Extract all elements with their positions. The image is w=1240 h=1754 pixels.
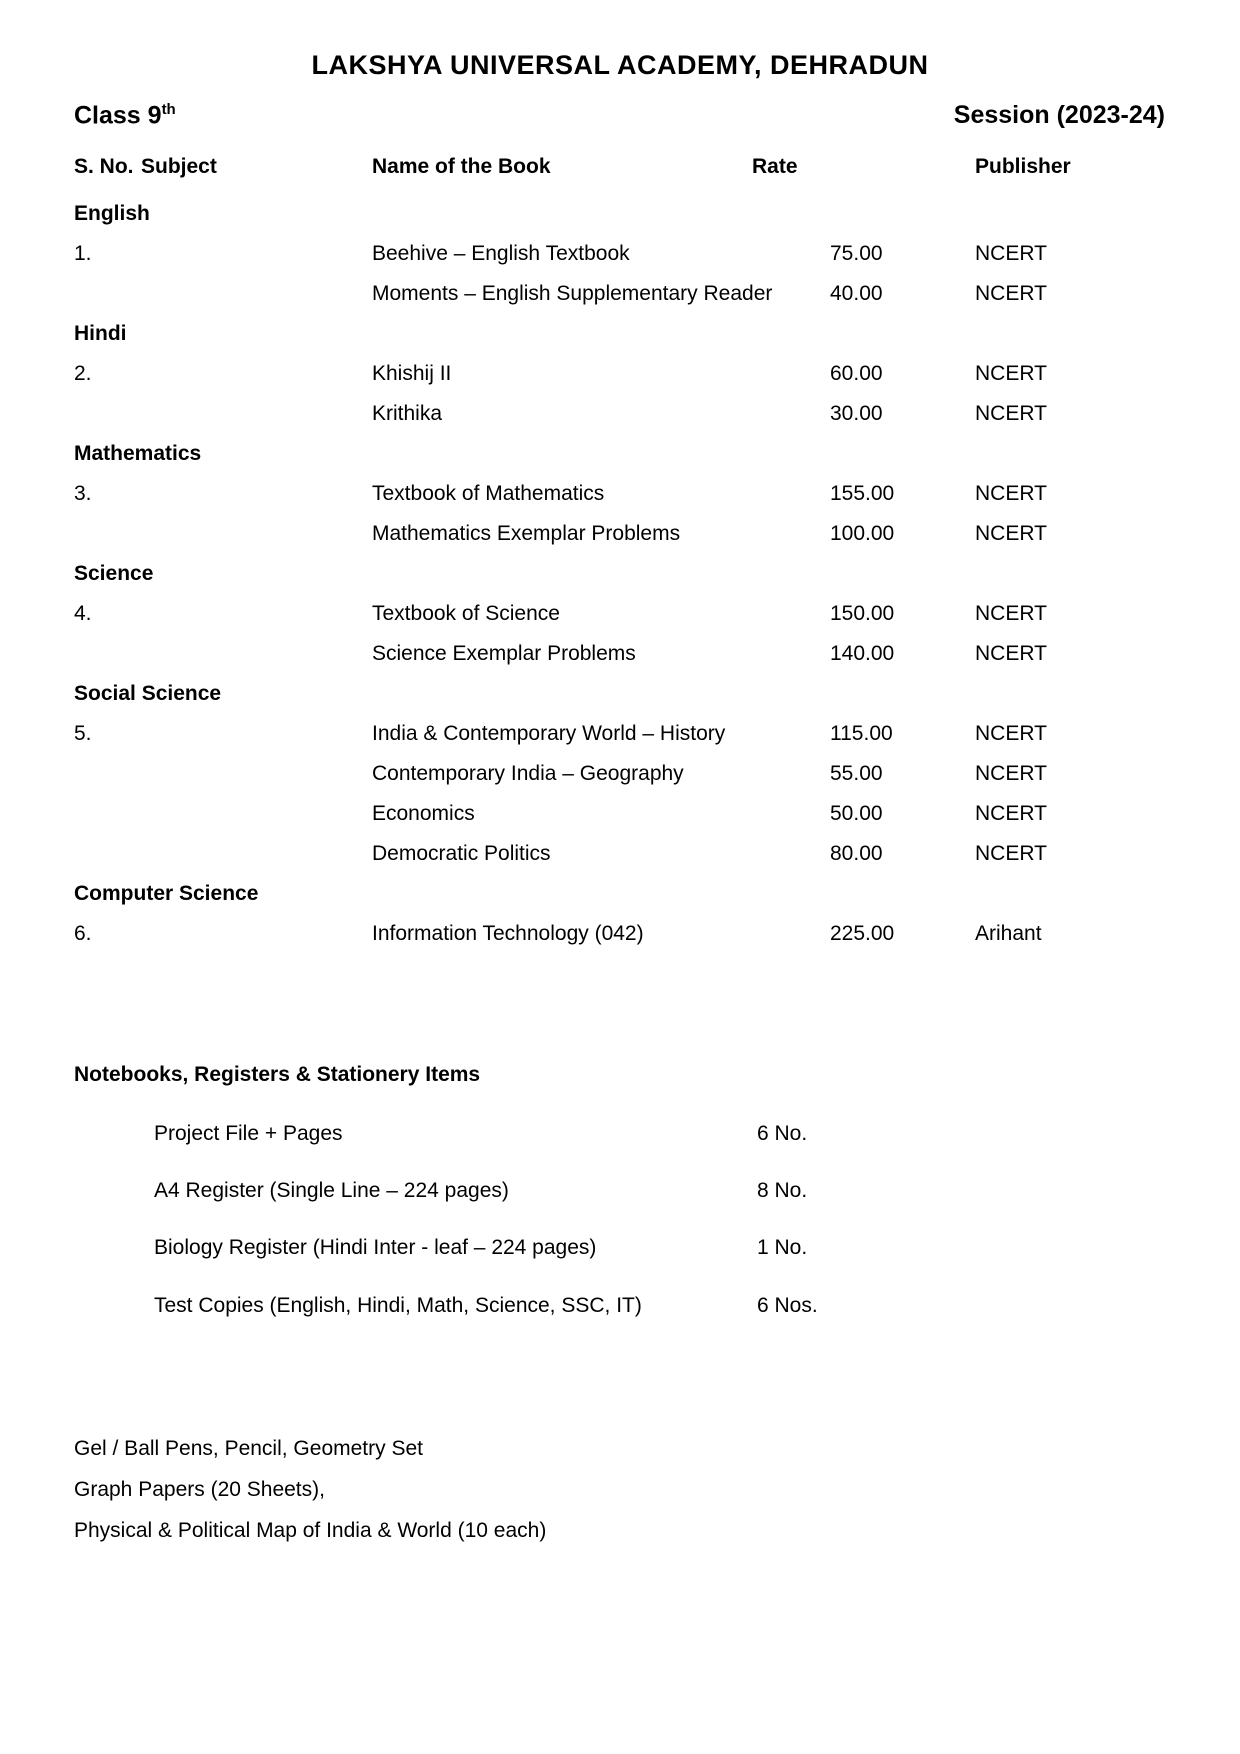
sno-cell: 1. xyxy=(74,242,92,265)
rate-cell: 50.00 xyxy=(830,802,883,825)
publisher-cell: Arihant xyxy=(975,922,1042,945)
subject-label: Computer Science xyxy=(74,882,259,905)
rate-cell: 75.00 xyxy=(830,242,883,265)
publisher-cell: NCERT xyxy=(975,642,1047,665)
table-row xyxy=(74,362,1200,388)
book-cell: Economics xyxy=(372,802,475,825)
book-cell: Moments – English Supplementary Reader xyxy=(372,282,773,305)
sno-cell: 3. xyxy=(74,482,92,505)
book-cell: Textbook of Mathematics xyxy=(372,482,605,505)
class-text: Class 9 xyxy=(74,101,162,130)
book-cell: Information Technology (042) xyxy=(372,922,644,945)
table-row xyxy=(74,922,1200,948)
publisher-cell: NCERT xyxy=(975,602,1047,625)
rate-cell: 100.00 xyxy=(830,522,895,545)
book-cell: Democratic Politics xyxy=(372,842,551,865)
stationery-item-name: Biology Register (Hindi Inter - leaf – 224 pages) xyxy=(154,1236,597,1259)
page-title: LAKSHYA UNIVERSAL ACADEMY, DEHRADUN xyxy=(311,50,929,80)
table-row xyxy=(74,282,1200,308)
subject-label: Hindi xyxy=(74,322,127,345)
table-row xyxy=(74,802,1200,828)
book-cell: Beehive – English Textbook xyxy=(372,242,630,265)
stationery-item xyxy=(74,1122,1200,1148)
stationery-item-qty: 6 No. xyxy=(757,1122,808,1145)
class-superscript: th xyxy=(161,101,176,118)
publisher-cell: NCERT xyxy=(975,762,1047,785)
stationery-section-heading: Notebooks, Registers & Stationery Items xyxy=(74,1063,481,1086)
rate-cell: 115.00 xyxy=(830,722,893,745)
stationery-item-name: Test Copies (English, Hindi, Math, Science, SSC, IT) xyxy=(154,1294,642,1317)
rate-cell: 30.00 xyxy=(830,402,883,425)
table-row xyxy=(74,602,1200,628)
book-cell: India & Contemporary World – History xyxy=(372,722,726,745)
rate-cell: 150.00 xyxy=(830,602,895,625)
table-row xyxy=(74,762,1200,788)
table-row xyxy=(74,642,1200,668)
publisher-cell: NCERT xyxy=(975,402,1047,425)
subject-row xyxy=(74,322,1200,348)
book-cell: Contemporary India – Geography xyxy=(372,762,684,785)
publisher-cell: NCERT xyxy=(975,242,1047,265)
subject-label: Science xyxy=(74,562,154,585)
book-cell: Textbook of Science xyxy=(372,602,560,625)
publisher-cell: NCERT xyxy=(975,802,1047,825)
subject-row xyxy=(74,202,1200,228)
rate-cell: 140.00 xyxy=(830,642,895,665)
sno-cell: 6. xyxy=(74,922,92,945)
table-row xyxy=(74,482,1200,508)
table-row xyxy=(74,242,1200,268)
publisher-cell: NCERT xyxy=(975,482,1047,505)
sno-cell: 2. xyxy=(74,362,92,385)
extra-line: Gel / Ball Pens, Pencil, Geometry Set xyxy=(74,1437,423,1460)
session-label: Session (2023-24) xyxy=(953,101,1165,129)
table-header-row xyxy=(74,155,1200,181)
publisher-cell: NCERT xyxy=(975,362,1047,385)
header-subject: Subject xyxy=(141,155,217,178)
stationery-item xyxy=(74,1236,1200,1262)
rate-cell: 80.00 xyxy=(830,842,883,865)
book-cell: Krithika xyxy=(372,402,443,425)
stationery-item-qty: 6 Nos. xyxy=(757,1294,818,1317)
class-label xyxy=(74,101,176,130)
header-publisher: Publisher xyxy=(975,155,1071,178)
extra-line: Physical & Political Map of India & World (10 each) xyxy=(74,1519,547,1542)
stationery-item-qty: 1 No. xyxy=(757,1236,808,1259)
subject-label: Social Science xyxy=(74,682,222,705)
book-cell: Khishij II xyxy=(372,362,452,385)
book-cell: Science Exemplar Problems xyxy=(372,642,636,665)
subject-row xyxy=(74,682,1200,708)
stationery-item xyxy=(74,1179,1200,1205)
header-book-name: Name of the Book xyxy=(372,155,551,178)
rate-cell: 155.00 xyxy=(830,482,895,505)
table-row xyxy=(74,402,1200,428)
table-row xyxy=(74,722,1200,748)
header-rate: Rate xyxy=(752,155,798,178)
class-session-line xyxy=(74,101,1165,135)
rate-cell: 60.00 xyxy=(830,362,883,385)
rate-cell: 225.00 xyxy=(830,922,895,945)
book-cell: Mathematics Exemplar Problems xyxy=(372,522,681,545)
sno-cell: 4. xyxy=(74,602,92,625)
subject-label: Mathematics xyxy=(74,442,202,465)
subject-row xyxy=(74,562,1200,588)
sno-cell: 5. xyxy=(74,722,92,745)
subject-row xyxy=(74,442,1200,468)
subject-row xyxy=(74,882,1200,908)
stationery-item-qty: 8 No. xyxy=(757,1179,808,1202)
stationery-item-name: Project File + Pages xyxy=(154,1122,343,1145)
publisher-cell: NCERT xyxy=(975,282,1047,305)
header-sno: S. No. xyxy=(74,155,134,178)
table-row xyxy=(74,522,1200,548)
subject-label: English xyxy=(74,202,150,225)
extra-line: Graph Papers (20 Sheets), xyxy=(74,1478,325,1501)
publisher-cell: NCERT xyxy=(975,722,1047,745)
stationery-item-name: A4 Register (Single Line – 224 pages) xyxy=(154,1179,509,1202)
publisher-cell: NCERT xyxy=(975,522,1047,545)
rate-cell: 40.00 xyxy=(830,282,883,305)
publisher-cell: NCERT xyxy=(975,842,1047,865)
rate-cell: 55.00 xyxy=(830,762,883,785)
table-row xyxy=(74,842,1200,868)
stationery-item xyxy=(74,1294,1200,1320)
